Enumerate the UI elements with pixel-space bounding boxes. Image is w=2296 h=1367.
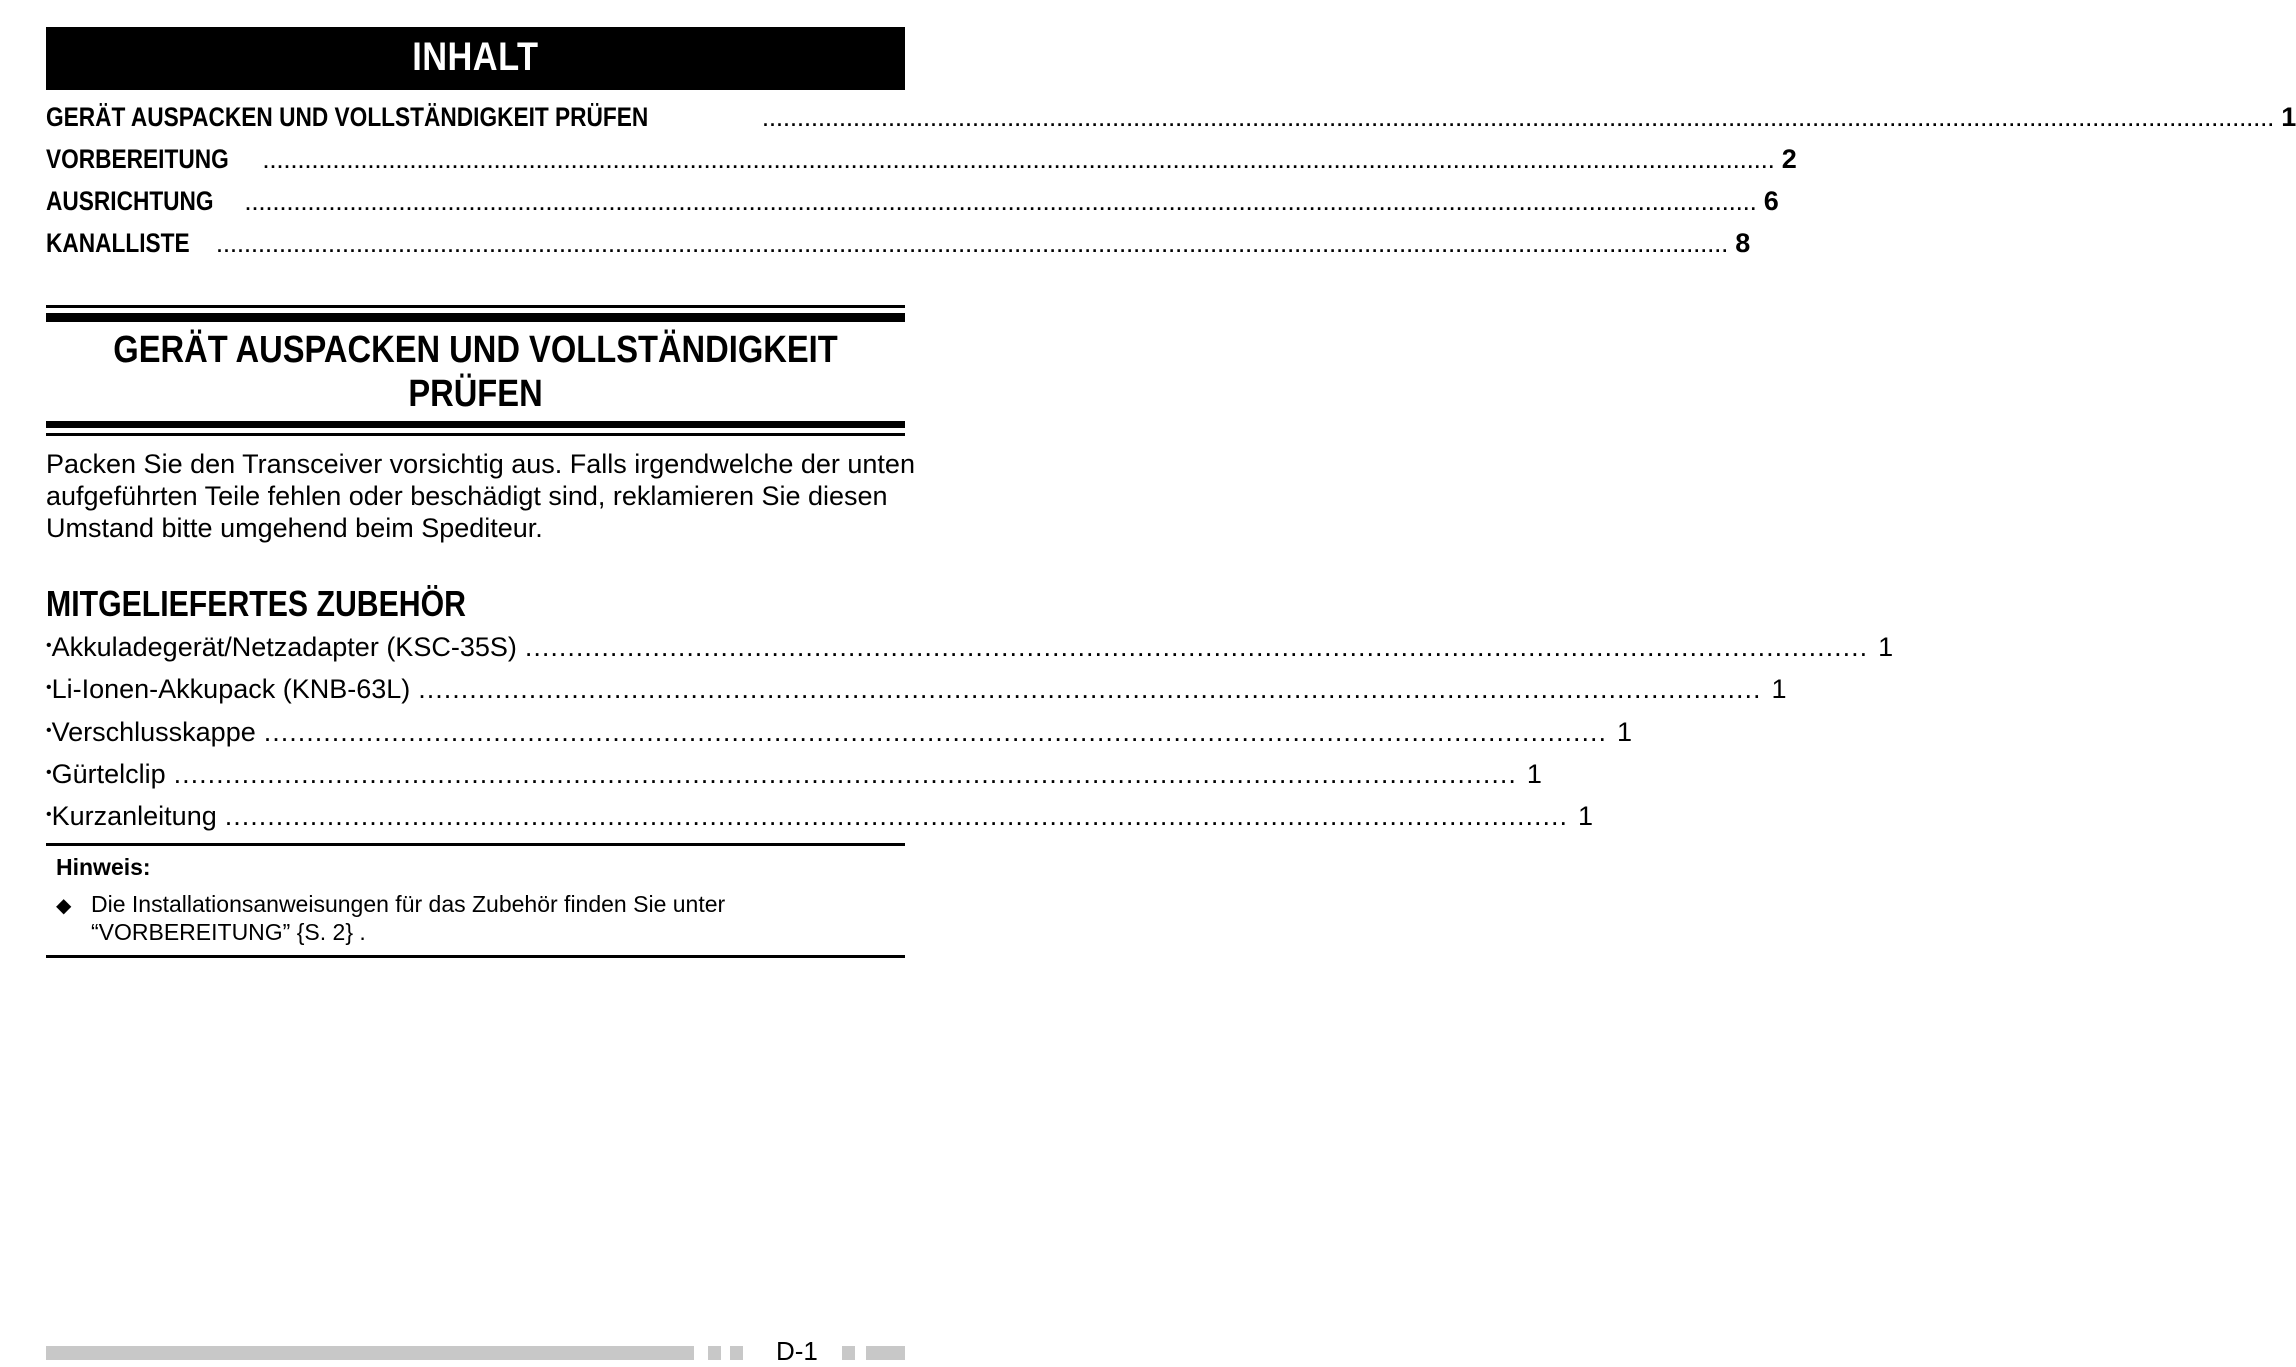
list-item-label: Akkuladegerät/Netzadapter (KSC-35S) [51,632,517,662]
bullet-icon: • [46,806,52,823]
note-text: Die Installationsanweisungen für das Zubehör finden Sie unter “VORBEREITUNG” {S. 2} . [91,891,726,945]
leader-dots: .............................................................................................................................................................. [418,674,1762,704]
list-item-qty: 1 [1526,759,1542,789]
note-title: Hinweis: [56,854,151,880]
note-rule-bottom [46,955,905,958]
toc-entry[interactable] [46,144,1797,174]
leader-dots: .............................................................................................................................................................. [224,801,1568,831]
toc-entry[interactable] [46,186,1779,216]
list-item-qty: 1 [1878,632,1894,662]
section-title-line: PRÜFEN [408,373,543,415]
list-item [46,717,1632,751]
leader-dots: .............................................................................................................................................................. [524,632,1869,662]
accessories-title: MITGELIEFERTES ZUBEHÖR [46,583,467,624]
leader-dots: .............................................................................................................................................................. [263,717,1607,747]
note-rule-top [46,843,905,846]
bullet-icon: • [46,722,52,739]
list-item [46,674,1787,708]
toc-entry-label: GERÄT AUSPACKEN UND VOLLSTÄNDIGKEIT PRÜFEN [46,102,649,132]
page-number: D-1 [776,1336,818,1366]
bullet-icon: • [46,637,52,654]
bullet-icon: • [46,764,52,781]
section-rule-top-thick [46,313,905,322]
contents-banner [46,27,905,90]
leader-dots: .............................................................................................................................................................. [173,759,1517,789]
section-rule-bottom-thick [46,421,905,428]
footer-square [842,1346,855,1360]
contents-title: INHALT [412,35,539,79]
list-item-label: Li-Ionen-Akkupack (KNB-63L) [51,674,411,704]
section-title-line: GERÄT AUSPACKEN UND VOLLSTÄNDIGKEIT [113,329,838,371]
list-item-label: Verschlusskappe [51,717,256,747]
list-item-label: Kurzanleitung [51,801,217,831]
toc-entry-label: VORBEREITUNG [46,144,229,174]
list-item-qty: 1 [1577,801,1593,831]
diamond-bullet-icon: ◆ [56,893,72,917]
toc-entry-page: 1 [2281,102,2296,132]
section-title [46,328,905,416]
list-item-label: Gürtelclip [51,759,166,789]
toc-entry-page: 6 [1763,186,1779,216]
toc-entry[interactable] [46,102,2296,132]
leader-dots: ........................................................................................................................................................................................................................ [217,236,1730,256]
footer-bar [46,1346,694,1360]
footer-bar-right [866,1346,905,1360]
footer-square [708,1346,721,1360]
list-item-qty: 1 [1616,717,1632,747]
intro-paragraph: Packen Sie den Transceiver vorsichtig aus. Falls irgendwelche der unten aufgeführten Teile fehlen oder beschädigt sind, reklamieren Sie diesen Umstand bitte umgehend beim Spediteur. [46,449,915,543]
list-item [46,632,1894,666]
toc-entry-page: 8 [1735,228,1751,258]
list-item [46,759,1542,793]
section-rule-bottom-thin [46,433,905,436]
list-item [46,801,1593,835]
toc-entry-label: KANALLISTE [46,228,190,258]
leader-dots: ........................................................................................................................................................................................................................ [263,152,1776,172]
list-item-qty: 1 [1771,674,1787,704]
toc-entry[interactable] [46,228,1751,258]
toc-entry-page: 2 [1781,144,1797,174]
section-rule-top-thin [46,305,905,308]
bullet-icon: • [46,679,52,696]
leader-dots: ........................................................................................................................................................................................................................ [245,194,1758,214]
footer-square [730,1346,743,1360]
toc-entry-label: AUSRICHTUNG [46,186,214,216]
leader-dots: ........................................................................................................................................................................................................................ [763,110,2276,130]
